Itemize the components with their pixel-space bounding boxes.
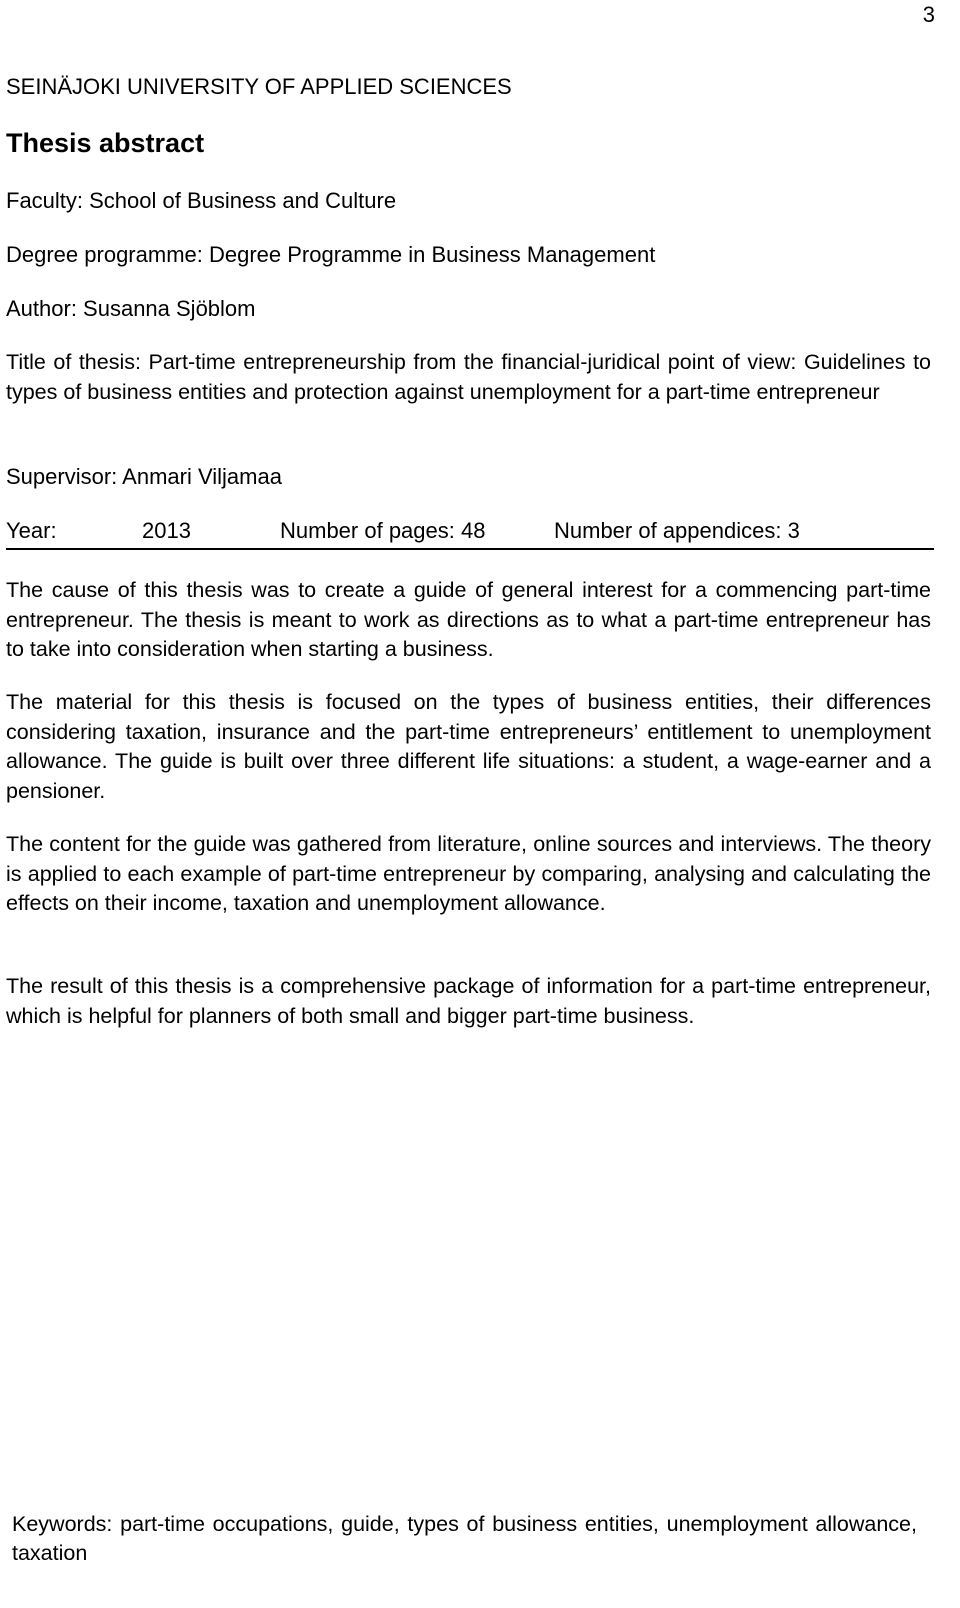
faculty-line: Faculty: School of Business and Culture — [6, 188, 397, 213]
abstract-paragraph: The result of this thesis is a comprehensive package of information for a part-time entrepreneur, which is helpful for planners of both small and bigger part-time business. — [6, 974, 931, 1028]
university-name: SEINÄJOKI UNIVERSITY OF APPLIED SCIENCES — [6, 74, 512, 99]
section-divider — [6, 548, 934, 550]
degree-programme-line: Degree programme: Degree Programme in Business Management — [6, 242, 656, 267]
page-number: 3 — [922, 2, 935, 27]
supervisor-line: Supervisor: Anmari Viljamaa — [6, 464, 282, 489]
year-value: 2013 — [142, 518, 191, 543]
thesis-meta-row — [6, 516, 931, 546]
abstract-paragraph: The cause of this thesis was to create a guide of general interest for a commencing part-time entrepreneur. The thesis is meant to work as directions as to what a part-time entrepreneur has to take into consideration when starting a business. — [6, 578, 931, 661]
keywords-line: Keywords: part-time occupations, guide, types of business entities, unemployment allowance, taxation — [12, 1512, 917, 1565]
abstract-paragraph: The content for the guide was gathered from literature, online sources and interviews. The theory is applied to each example of part-time entrepreneur by comparing, analysing and calculating the effects on their income, taxation and unemployment allowance. — [6, 832, 931, 915]
page-title: Thesis abstract — [6, 128, 205, 158]
number-of-appendices: Number of appendices: 3 — [554, 518, 800, 543]
thesis-title-block: Title of thesis: Part-time entrepreneurship from the financial-juridical point of view: Guidelines to types of business entities and protection against unemployment for a part-time entrepreneur — [6, 350, 931, 404]
year-label: Year: — [6, 518, 57, 543]
abstract-paragraph: The material for this thesis is focused on the types of business entities, their differences considering taxation, insurance and the part-time entrepreneurs’ entitlement to unemployment allowance. The guide is built over three different life situations: a student, a wage-earner and a pensioner. — [6, 690, 931, 803]
number-of-pages: Number of pages: 48 — [280, 518, 486, 543]
author-line: Author: Susanna Sjöblom — [6, 296, 256, 321]
